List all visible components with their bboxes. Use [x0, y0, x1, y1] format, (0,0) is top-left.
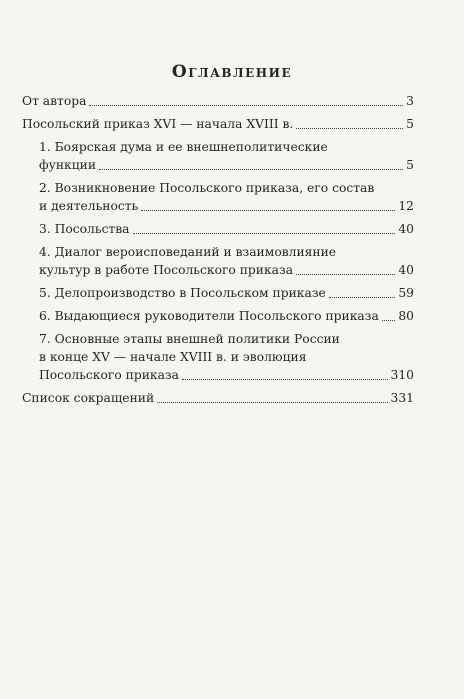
page-number: 5 — [406, 158, 414, 172]
toc-entry-title: 4. Диалог вероисповеданий и взаимовлияние — [39, 245, 337, 259]
dot-leader — [382, 320, 396, 321]
dot-leader — [99, 169, 403, 170]
page-number: 80 — [398, 309, 414, 323]
dot-leader — [157, 402, 387, 403]
toc-entry — [22, 220, 414, 238]
dot-leader — [141, 210, 395, 211]
page-number: 40 — [398, 222, 414, 236]
page-number: 310 — [390, 368, 414, 382]
toc-entry-title: Посольский приказ XVI — начала XVIII в. — [22, 117, 294, 131]
toc-entry — [22, 92, 414, 110]
toc-entry — [22, 389, 414, 407]
page-number: 331 — [390, 391, 414, 405]
toc-entry-title: Посольского приказа — [39, 368, 179, 382]
page-title: Оглавление — [171, 62, 293, 82]
page-number: 40 — [398, 263, 414, 277]
toc-entry-title: От автора — [22, 94, 87, 108]
toc-entry — [22, 284, 414, 302]
toc-entry — [22, 179, 414, 215]
toc-entry-title: 5. Делопроизводство в Посольском приказе — [39, 286, 326, 300]
toc-entry-title: Список сокращений — [22, 391, 155, 405]
page-number: 3 — [406, 94, 414, 108]
toc-entry-title: функции — [39, 158, 97, 172]
toc-entry-title: 6. Выдающиеся руководители Посольского приказа — [39, 309, 379, 323]
toc-entry — [22, 138, 414, 174]
toc-entry — [22, 307, 414, 325]
dot-leader — [296, 274, 395, 275]
toc-entry-title: 7. Основные этапы внешней политики России — [39, 332, 340, 346]
dot-leader — [296, 128, 403, 129]
toc-entry-title: и деятельность — [39, 199, 139, 213]
toc-entry-title: 1. Боярская дума и ее внешнеполитические — [39, 140, 328, 154]
toc-entry-title: культур в работе Посольского приказа — [39, 263, 294, 277]
dot-leader — [329, 297, 396, 298]
toc-entry — [22, 115, 414, 133]
page-number: 12 — [398, 199, 414, 213]
page-number: 5 — [406, 117, 414, 131]
table-of-contents — [22, 92, 414, 407]
page-number: 59 — [398, 286, 414, 300]
toc-entry-title: 2. Возникновение Посольского приказа, его состав — [39, 181, 375, 195]
dot-leader — [182, 379, 388, 380]
toc-entry — [22, 243, 414, 279]
dot-leader — [89, 105, 403, 106]
toc-entry-title: в конце XV — начале XVIII в. и эволюция — [39, 350, 307, 364]
dot-leader — [133, 233, 396, 234]
toc-entry-title: 3. Посольства — [39, 222, 130, 236]
toc-entry — [22, 330, 414, 384]
